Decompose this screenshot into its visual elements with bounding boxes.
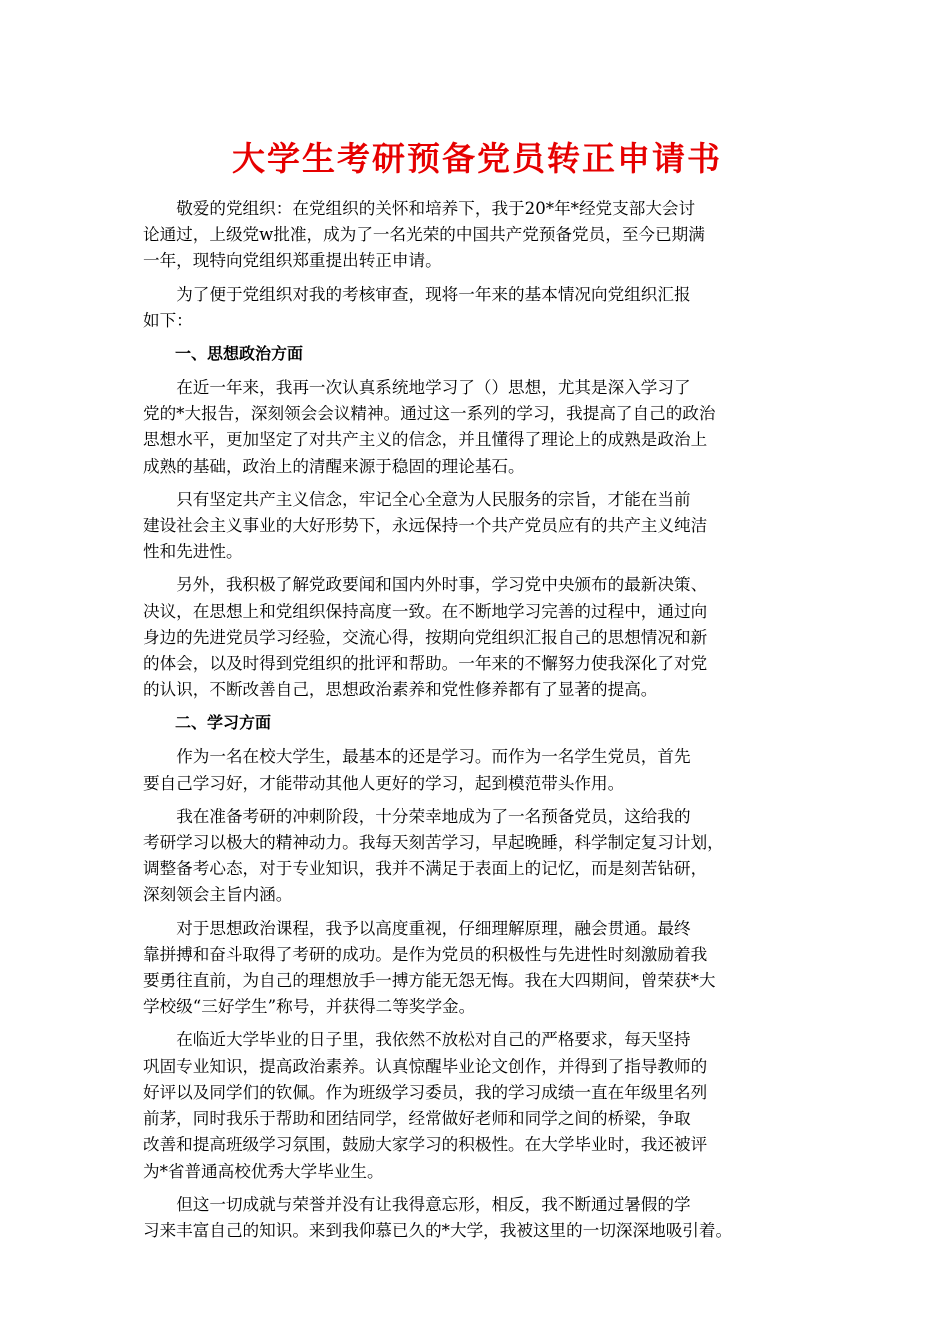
paragraph: 但这一切成就与荣誉并没有让我得意忘形，相反，我不断通过暑假的学 习来丰富自己的知识。来到我仰慕已久的*大学，我被这里的一切深深地吸引着。 (143, 1194, 733, 1240)
paragraph-intro: 为了便于党组织对我的考核审查，现将一年来的基本情况向党组织汇报 如下： (143, 284, 691, 330)
paragraph: 作为一名在校大学生，最基本的还是学习。而作为一名学生党员，首先 要自己学习好，才能带动其他人更好的学习，起到模范带头作用。 (143, 747, 691, 793)
paragraph: 对于思想政治课程，我予以高度重视，仔细理解原理，融会贯通。最终 靠拼搏和奋斗取得了考研的成功。是作为党员的积极性与先进性时刻激励着我 要勇往直前，为自己的理想放手一搏方能无怨无悔。我在大四期间，曾荣获*大 学校级“三好学生”称号，并获得二等奖学金。 (143, 918, 716, 1017)
paragraph: 在临近大学毕业的日子里，我依然不放松对自己的严格要求，每天坚持 巩固专业知识，提高政治素养。认真惊醒毕业论文创作，并得到了指导教师的 好评以及同学们的钦佩。作为班级学习委员，我的学习成绩一直在年级里名列 前茅，同时我乐于帮助和团结同学，经常做好老师和同学之间的桥梁，争取 改善和提高班级学习氛围，鼓励大家学习的积极性。在大学毕业时，我还被评 为*省普通高校优秀大学毕业生。 (143, 1030, 708, 1181)
document-page (143, 136, 811, 1251)
paragraph-salutation: 敬爱的党组织：在党组织的关怀和培养下，我于20*年*经党支部大会讨 论通过，上级党w批准，成为了一名光荣的中国共产党预备党员，至今已期满 一年，现特向党组织郑重提出转正申请。 (143, 199, 705, 271)
paragraph: 另外，我积极了解党政要闻和国内外时事，学习党中央颁布的最新决策、 决议，在思想上和党组织保持高度一致。在不断地学习完善的过程中，通过向 身边的先进党员学习经验，交流心得，按期向党组织汇报自己的思想情况和新 的体会，以及时得到党组织的批评和帮助。一年来的不懈努力使我深化了对党 的认识，不断改善自己，思想政治素养和党性修养都有了显著的提高。 (143, 575, 708, 700)
section-heading-study: 二、学习方面 (175, 713, 272, 733)
paragraph: 只有坚定共产主义信念，牢记全心全意为人民服务的宗旨，才能在当前 建设社会主义事业的大好形势下，永远保持一个共产党员应有的共产主义纯洁 性和先进性。 (143, 489, 708, 562)
section-heading-ideology: 一、思想政治方面 (175, 344, 304, 364)
paragraph: 我在准备考研的冲刺阶段，十分荣幸地成为了一名预备党员，这给我的 考研学习以极大的精神动力。我每天刻苦学习，早起晚睡，科学制定复习计划， 调整备考心态，对于专业知识，我并不满足于表面上的记忆，而是刻苦钻研， 深刻领会主旨内涵。 (143, 806, 724, 905)
paragraph: 在近一年来，我再一次认真系统地学习了（）思想，尤其是深入学习了 党的*大报告，深刻领会会议精神。通过这一系列的学习，我提高了自己的政治 思想水平，更加坚定了对共产主义的信念，并且懂得了理论上的成熟是政治上 成熟的基础，政治上的清醒来源于稳固的理论基石。 (143, 378, 716, 476)
document-title: 大学生考研预备党员转正申请书 (232, 139, 722, 178)
